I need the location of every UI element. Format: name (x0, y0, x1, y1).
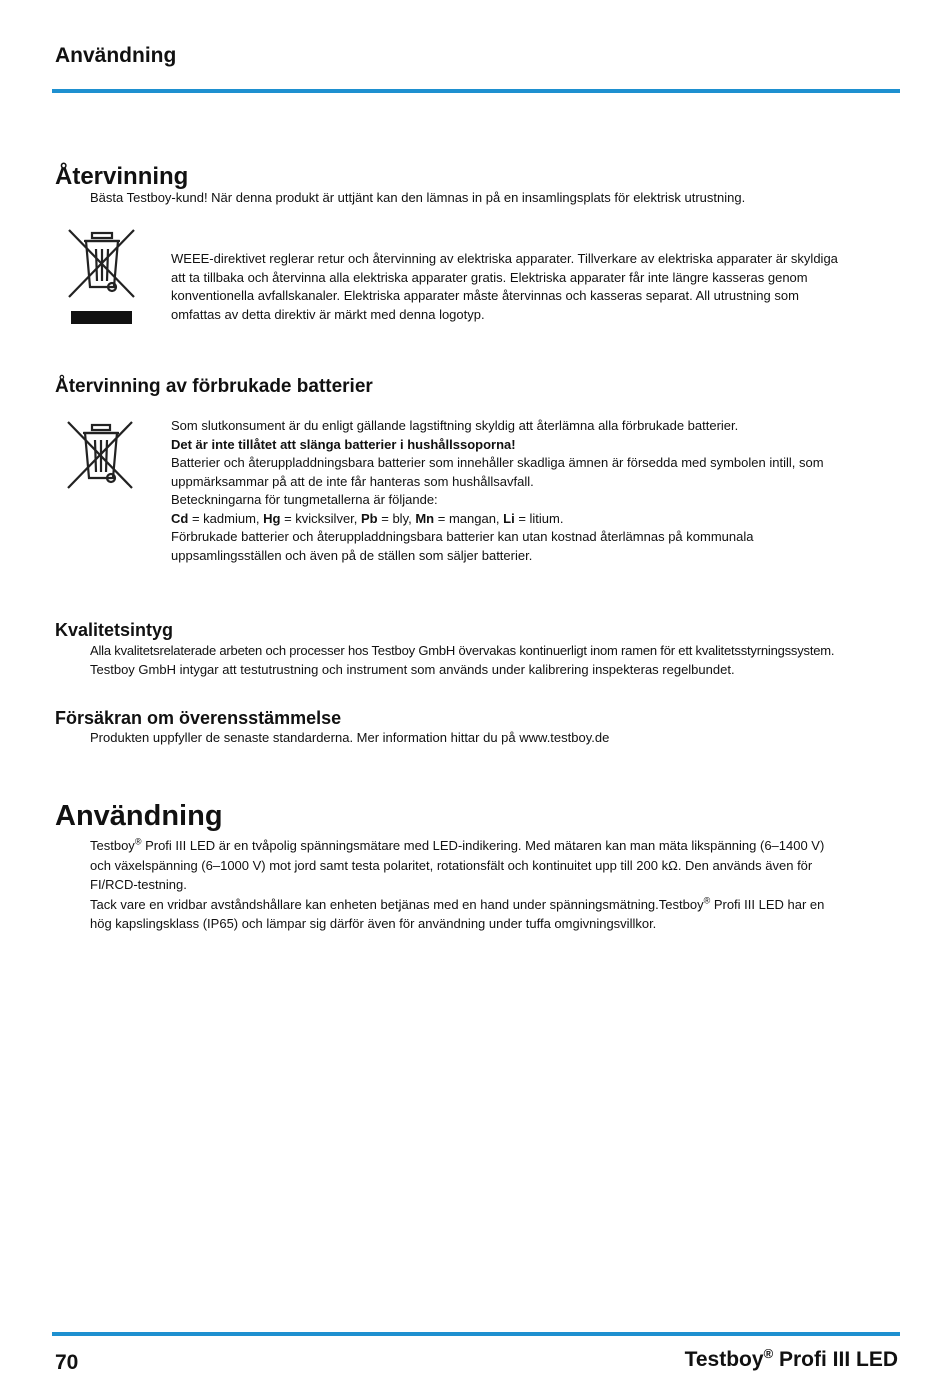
batteries-line-5: Beteckningarna för tungmetallerna är följande: (171, 492, 438, 507)
usage-line-3: FI/RCD-testning. (90, 877, 187, 892)
page-number: 70 (55, 1351, 79, 1374)
registered-mark: ® (703, 895, 711, 906)
usage-text (90, 836, 890, 934)
batteries-line-4: uppmärksammar på att de inte får hanteras som hushållsavfall. (171, 473, 534, 489)
batteries-line-8: uppsamlingsställen och även på de ställen som säljer batterier. (171, 547, 533, 563)
usage-line-1 (90, 836, 890, 856)
metal-name: = bly, (377, 510, 416, 526)
weee-line-3: konventionella avfallskanaler. Elektriska apparater måste återvinnas och kasseras separat. All utrustning som (171, 288, 799, 303)
usage-line-1-text: Profi III LED är en tvåpolig spänningsmätare med LED-indikering. Med mätaren kan man mäta likspänning (6–1400 V) (141, 838, 825, 853)
weee-black-bar (71, 311, 132, 324)
batteries-line-1: Som slutkonsument är du enligt gällande lagstiftning skyldig att återlämna alla förbrukade batterier. (171, 418, 739, 433)
batteries-text (171, 417, 886, 565)
batteries-line-7: Förbrukade batterier och återuppladdningsbara batterier kan utan kostnad återlämnas på kommunala (171, 529, 754, 544)
quality-line-1: Alla kvalitetsrelaterade arbeten och processer hos Testboy GmbH övervakas kontinuerligt inom ramen för ett kvalitetsstyrningssystem. (90, 643, 835, 658)
heavy-metals-list (171, 510, 886, 529)
conformity-line-1: Produkten uppfyller de senaste standarderna. Mer information hittar du på www.testboy.de (90, 730, 610, 745)
usage-line-4-end: Profi III LED har en (710, 896, 825, 912)
metal-name: = litium. (514, 510, 564, 526)
quality-heading: Kvalitetsintyg (55, 620, 174, 640)
weee-bin-icon (66, 225, 138, 306)
quality-text (90, 642, 900, 679)
quality-line-2: Testboy GmbH intygar att testutrustning och instrument som används under kalibrering inspekteras regelbundet. (90, 661, 735, 677)
footer-product-name (685, 1348, 898, 1372)
header-rule (52, 89, 900, 93)
metal-name: = kadmium, (188, 510, 264, 526)
weee-text (171, 250, 886, 324)
usage-line-2: och växelspänning (6–1000 V) mot jord samt testa polaritet, rotationsfält och kontinuitet upp till 200 kΩ. Den används även för (90, 857, 813, 873)
batteries-warning: Det är inte tillåtet att slänga batterier i hushållssoporna! (171, 436, 516, 452)
batteries-line-3: Batterier och återuppladdningsbara batterier som innehåller skadliga ämnen är försedda med symbolen intill, som (171, 455, 824, 470)
metal-name: = mangan, (434, 510, 504, 526)
footer-brand: Testboy (684, 1348, 764, 1371)
footer-product: Profi III LED (773, 1348, 898, 1371)
registered-mark: ® (134, 836, 142, 847)
weee-line-4: omfattas av detta direktiv är märkt med denna logotyp. (171, 306, 485, 322)
weee-line-2: att ta tillbaka och återvinna alla elektriska apparater gratis. Elektriska apparater får inte längre kasseras genom (171, 269, 808, 285)
usage-line-4 (90, 895, 890, 915)
metal-symbol: Hg (263, 510, 281, 526)
brand-name: Testboy (90, 838, 135, 853)
usage-heading: Användning (55, 800, 223, 832)
footer-registered-mark: ® (763, 1346, 774, 1361)
batteries-heading: Återvinning av förbrukade batterier (55, 376, 373, 397)
recycling-heading: Återvinning (55, 163, 189, 190)
metal-symbol: Mn (415, 510, 435, 526)
recycling-intro: Bästa Testboy-kund! När denna produkt är uttjänt kan den lämnas in på en insamlingsplats för elektrisk utrustning. (90, 190, 746, 205)
usage-line-4-text: Tack vare en vridbar avståndshållare kan enheten betjänas med en hand under spänningsmätning.Testboy (90, 896, 704, 912)
footer-rule (52, 1332, 900, 1336)
metal-symbol: Pb (361, 510, 378, 526)
weee-line-1: WEEE-direktivet reglerar retur och återvinning av elektriska apparater. Tillverkare av elektriska apparater är skyldiga (171, 251, 838, 266)
conformity-heading: Försäkran om överensstämmelse (55, 708, 342, 728)
battery-bin-icon (66, 420, 136, 497)
usage-line-5: hög kapslingsklass (IP65) och lämpar sig därför även för användning under tuffa omgivningsvillkor. (90, 916, 657, 931)
metal-symbol: Cd (171, 510, 189, 526)
metal-symbol: Li (503, 510, 515, 526)
metal-name: = kvicksilver, (280, 510, 362, 526)
page-header-title: Användning (55, 44, 177, 67)
